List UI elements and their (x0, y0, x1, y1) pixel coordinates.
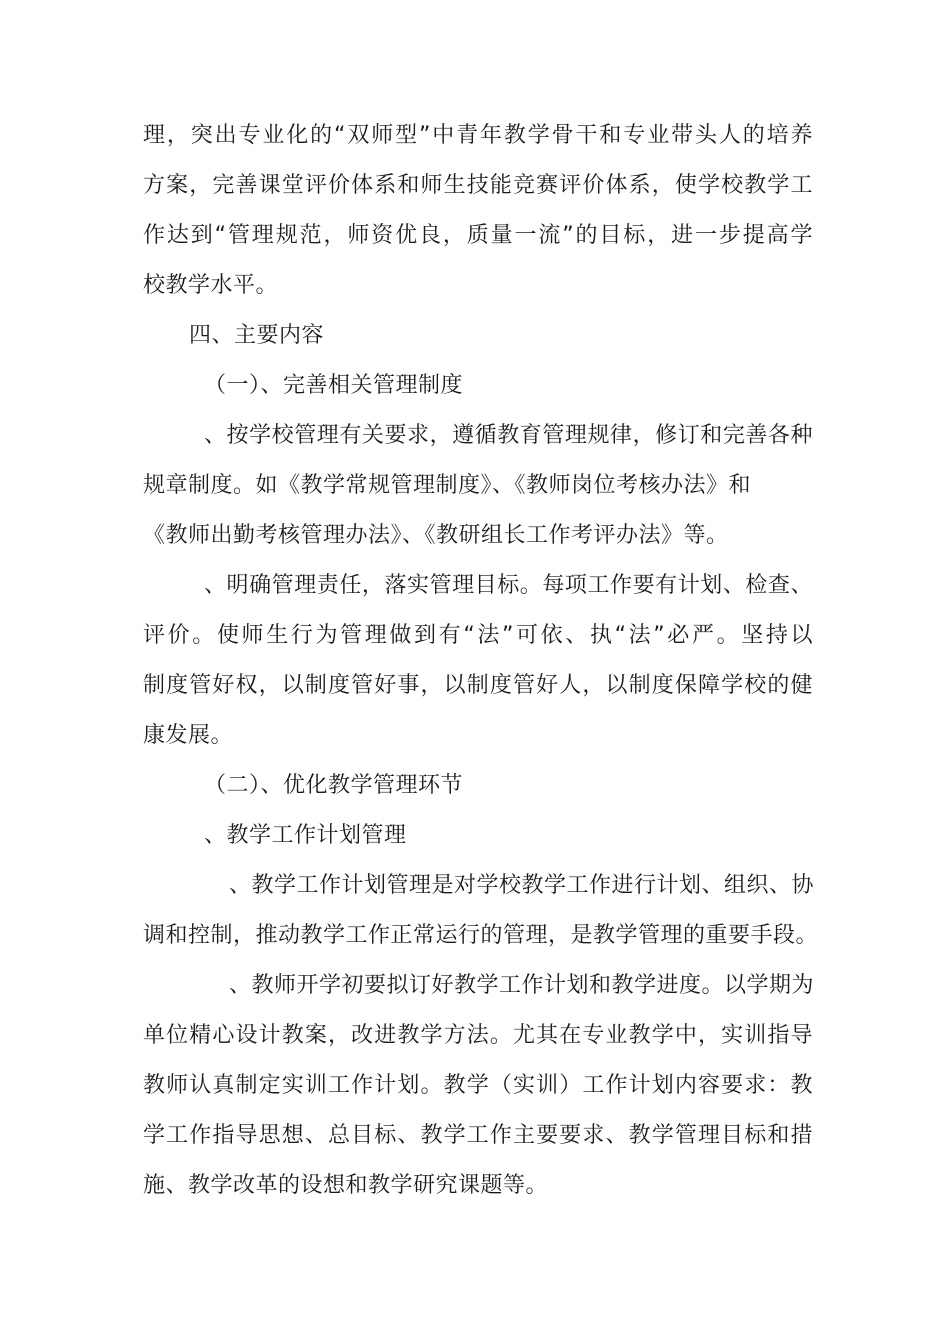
paragraph-line: 单位精心设计教案，改进教学方法。尤其在专业教学中，实训指导 (143, 1023, 813, 1048)
paragraph-line: 《教师出勤考核管理办法》、《教研组长工作考评办法》等。 (143, 523, 729, 548)
paragraph-line: 作达到“管理规范，师资优良，质量一流”的目标，进一步提高学 (143, 223, 813, 248)
paragraph-line: 规章制度。如《教学常规管理制度》、《教师岗位考核办法》和 (143, 473, 752, 498)
section-heading: 四、主要内容 (189, 323, 325, 348)
paragraph-line: 教师认真制定实训工作计划。教学（实训）工作计划内容要求：教 (143, 1073, 813, 1098)
item-heading: 、教学工作计划管理 (204, 823, 407, 848)
paragraph-line: 、教学工作计划管理是对学校教学工作进行计划、组织、协 (229, 873, 815, 898)
paragraph-line: 方案，完善课堂评价体系和师生技能竞赛评价体系，使学校教学工 (143, 173, 813, 198)
paragraph-line: 学工作指导思想、总目标、教学工作主要要求、教学管理目标和措 (143, 1123, 813, 1148)
paragraph-line: 、教师开学初要拟订好教学工作计划和教学进度。以学期为 (229, 973, 815, 998)
paragraph-line: 校教学水平。 (143, 273, 279, 298)
paragraph-line: 施、教学改革的设想和教学研究课题等。 (143, 1173, 549, 1198)
subsection-heading: （二）、优化教学管理环节 (204, 773, 464, 798)
subsection-heading: （一）、完善相关管理制度 (204, 373, 464, 398)
paragraph-line: 调和控制，推动教学工作正常运行的管理，是教学管理的重要手段。 (143, 923, 819, 948)
paragraph-line: 康发展。 (143, 723, 234, 748)
paragraph-line: 评价。使师生行为管理做到有“法”可依、执“法”必严。坚持以 (143, 623, 813, 648)
paragraph-line: 制度管好权，以制度管好事，以制度管好人，以制度保障学校的健 (143, 673, 813, 698)
paragraph-line: 理，突出专业化的“双师型”中青年教学骨干和专业带头人的培养 (143, 123, 813, 148)
paragraph-line: 、明确管理责任，落实管理目标。每项工作要有计划、检查、 (204, 573, 813, 598)
paragraph-line: 、按学校管理有关要求，遵循教育管理规律，修订和完善各种 (204, 423, 813, 448)
